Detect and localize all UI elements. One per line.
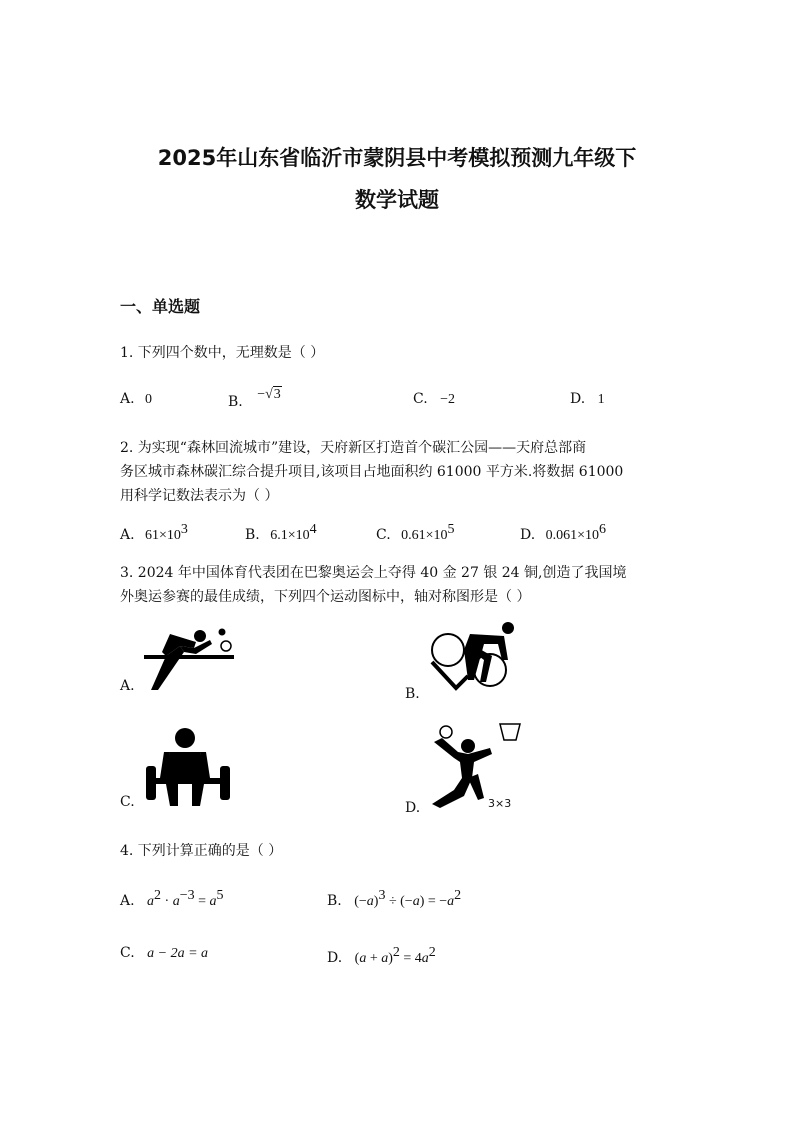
q4-c-expr: a − 2a = a — [147, 946, 209, 961]
q4-option-b-label: B. — [327, 893, 342, 909]
cycling-icon[interactable] — [428, 620, 520, 710]
q3-option-c-label[interactable]: C. — [120, 794, 135, 810]
q4-a-exp1: 2 — [154, 888, 162, 903]
q4-a-exp3: 5 — [216, 888, 224, 903]
q4-a-base1: a — [147, 894, 155, 909]
q1-option-b[interactable]: B. −√3 — [228, 387, 281, 410]
q3-option-b-label[interactable]: B. — [405, 686, 420, 702]
q1-option-a-label: A. — [120, 391, 135, 407]
q1-option-d-label: D. — [570, 391, 586, 407]
question-3-line2: 外奥运参赛的最佳成绩，下列四个运动图标中，轴对称图形是（ ） — [120, 589, 531, 605]
q4-d-rparen: ) — [388, 951, 393, 966]
q4-a-eq: = — [194, 894, 210, 909]
basketball-3x3-icon[interactable] — [428, 720, 528, 814]
q4-b-lparen1: (− — [354, 894, 367, 909]
q2-option-a-base: 61×10 — [145, 528, 181, 543]
page-title-line2: 数学试题 — [355, 188, 439, 212]
q4-b-var3: a — [447, 894, 455, 909]
q1-option-a-value: 0 — [145, 392, 153, 407]
q2-option-b-exp: 4 — [309, 522, 317, 537]
q4-d-var2: a — [381, 951, 389, 966]
q1-option-d-value: 1 — [597, 392, 605, 407]
q4-b-div: ÷ (− — [385, 894, 413, 909]
weightlifting-icon[interactable] — [142, 726, 234, 810]
q2-option-d-base: 0.061×10 — [545, 528, 600, 543]
section-heading: 一、单选题 — [120, 297, 201, 316]
q2-option-a[interactable] — [120, 522, 188, 544]
question-2-line2: 务区城市森林碳汇综合提升项目,该项目占地面积约 61000 平方米.将数据 61000 — [120, 464, 624, 480]
q4-option-a[interactable] — [120, 888, 224, 910]
q2-option-a-label: A. — [120, 527, 135, 543]
q4-option-c[interactable] — [120, 945, 208, 962]
q1-option-b-minus: − — [257, 387, 266, 402]
q1-option-c[interactable] — [413, 391, 455, 408]
q4-b-exp1: 3 — [378, 888, 386, 903]
q2-option-b-base: 6.1×10 — [270, 528, 310, 543]
question-4-stem: 4. 下列计算正确的是（ ） — [120, 843, 283, 859]
q4-option-d-label: D. — [327, 950, 343, 966]
question-2-line1: 2. 为实现“森林回流城市”建设，天府新区打造首个碳汇公园——天府总部商 — [120, 440, 587, 456]
q1-option-b-radicand: 3 — [273, 387, 281, 402]
basketball-3x3-text: 3×3 — [488, 797, 512, 810]
q4-a-dot: · — [161, 894, 173, 909]
q4-d-lparen: ( — [354, 951, 360, 966]
q4-b-rparen1: ) — [373, 894, 379, 909]
question-2-line3: 用科学记数法表示为（ ） — [120, 488, 279, 504]
q2-option-d[interactable] — [520, 522, 606, 544]
q4-d-exp2: 2 — [428, 945, 436, 960]
q4-a-base3: a — [209, 894, 217, 909]
table-tennis-icon[interactable] — [140, 626, 240, 696]
q4-d-var1: a — [359, 951, 367, 966]
q4-d-exp1: 2 — [392, 945, 400, 960]
q3-option-a-label[interactable]: A. — [120, 678, 135, 694]
q2-option-b-label: B. — [245, 527, 260, 543]
q2-option-b[interactable] — [245, 522, 317, 544]
q4-d-plus: + — [366, 951, 382, 966]
q4-d-eq: = 4 — [399, 951, 422, 966]
q2-option-a-exp: 3 — [180, 522, 188, 537]
q1-option-b-label: B. — [228, 394, 243, 410]
q4-b-rparen2: ) = − — [419, 894, 448, 909]
page-title-line1: 2025年山东省临沂市蒙阴县中考模拟预测九年级下 — [157, 146, 637, 170]
q4-b-var2: a — [412, 894, 420, 909]
q2-option-c-exp: 5 — [447, 522, 455, 537]
q1-option-c-label: C. — [413, 391, 428, 407]
question-1-stem: 1. 下列四个数中，无理数是（ ） — [120, 345, 325, 361]
q2-option-c-label: C. — [376, 527, 391, 543]
q2-option-d-exp: 6 — [599, 522, 607, 537]
q4-option-b[interactable] — [327, 888, 461, 910]
q4-d-var3: a — [421, 951, 429, 966]
q4-a-exp2: −3 — [179, 888, 195, 903]
q4-option-d[interactable] — [327, 945, 436, 967]
q3-option-d-label[interactable]: D. — [405, 800, 421, 816]
q2-option-d-label: D. — [520, 527, 536, 543]
q4-option-a-label: A. — [120, 893, 135, 909]
q4-a-base2: a — [172, 894, 180, 909]
q1-option-d[interactable] — [570, 391, 605, 408]
q4-option-c-label: C. — [120, 945, 135, 961]
q2-option-c[interactable] — [376, 522, 455, 544]
q4-b-exp3: 2 — [454, 888, 462, 903]
question-3-line1: 3. 2024 年中国体育代表团在巴黎奥运会上夺得 40 金 27 银 24 铜,创造了我国境 — [120, 565, 627, 581]
q4-b-var1: a — [366, 894, 374, 909]
q1-option-a[interactable] — [120, 391, 152, 408]
q1-option-c-value: −2 — [440, 392, 456, 407]
q2-option-c-base: 0.61×10 — [401, 528, 448, 543]
